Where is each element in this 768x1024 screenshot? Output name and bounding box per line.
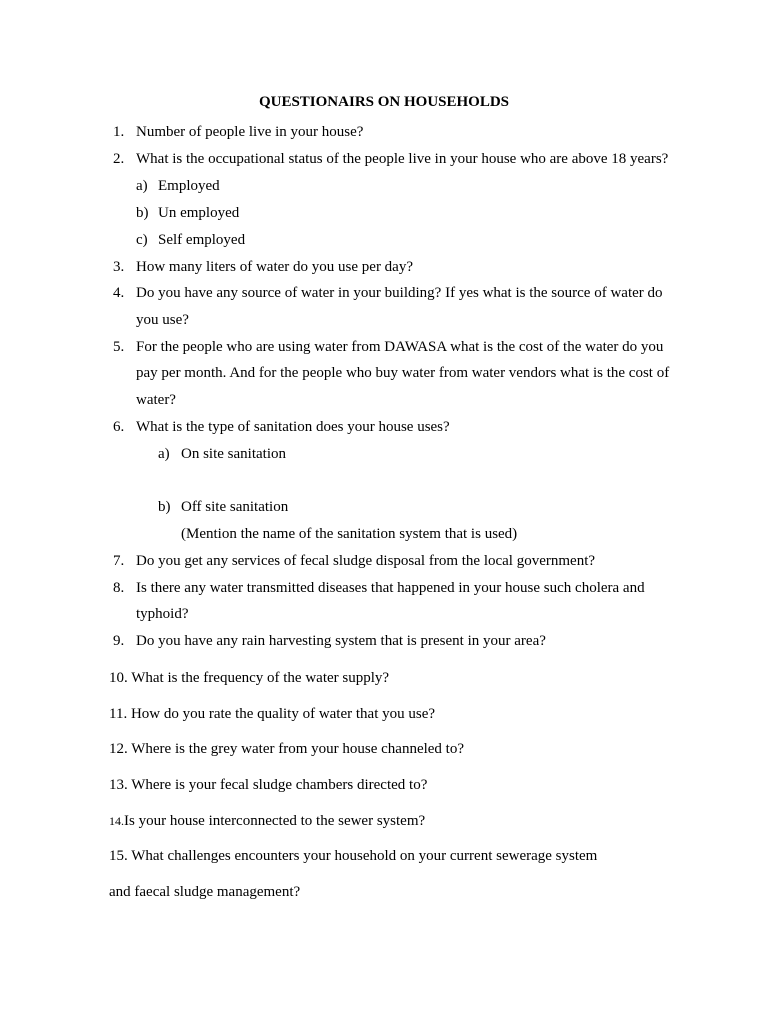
- q14-line: [109, 812, 425, 830]
- q14-number: 14.: [109, 814, 124, 828]
- q1-text: Number of people live in your house?: [136, 124, 364, 140]
- q6-text: What is the type of sanitation does your house uses?: [136, 419, 450, 435]
- q7-text: Do you get any services of fecal sludge disposal from the local government?: [136, 553, 596, 569]
- q2-option-c-letter: c): [136, 232, 148, 248]
- q8-number: 8.: [113, 580, 125, 596]
- q2-option-a-text: Employed: [158, 178, 220, 194]
- q4-number: 4.: [113, 285, 125, 301]
- q5-text-line2: pay per month. And for the people who buy water from water vendors what is the cost of: [136, 365, 670, 381]
- q2-option-a-letter: a): [136, 178, 148, 194]
- q9-number: 9.: [113, 633, 125, 649]
- q2-option-b-text: Un employed: [158, 205, 240, 221]
- q5-text-line3: water?: [136, 392, 176, 408]
- q7-number: 7.: [113, 553, 125, 569]
- q4-text-line1: Do you have any source of water in your building? If yes what is the source of water do: [136, 285, 663, 301]
- q2-text: What is the occupational status of the people live in your house who are above 18 years?: [136, 151, 669, 167]
- q2-option-c-text: Self employed: [158, 232, 246, 248]
- q6-option-b-text: Off site sanitation: [181, 499, 289, 515]
- q1-number: 1.: [113, 124, 125, 140]
- q15-text-line1: 15. What challenges encounters your household on your current sewerage system: [109, 848, 598, 864]
- q6-option-b-letter: b): [158, 499, 171, 515]
- q13-text: 13. Where is your fecal sludge chambers directed to?: [109, 777, 428, 793]
- q2-option-b-letter: b): [136, 205, 149, 221]
- q3-text: How many liters of water do you use per day?: [136, 259, 414, 275]
- q10-text: 10. What is the frequency of the water supply?: [109, 670, 390, 686]
- document-title: QUESTIONAIRS ON HOUSEHOLDS: [258, 94, 510, 110]
- q14-text: Is your house interconnected to the sewer system?: [124, 813, 426, 829]
- q8-text-line1: Is there any water transmitted diseases that happened in your house such cholera and: [136, 580, 645, 596]
- q2-number: 2.: [113, 151, 125, 167]
- q6-option-a-text: On site sanitation: [181, 446, 286, 462]
- q4-text-line2: you use?: [136, 312, 189, 328]
- q15-text-line2: and faecal sludge management?: [109, 884, 301, 900]
- q5-text-line1: For the people who are using water from DAWASA what is the cost of the water do you: [136, 339, 664, 355]
- q6-note: (Mention the name of the sanitation system that is used): [181, 526, 518, 542]
- q6-option-a-letter: a): [158, 446, 170, 462]
- q6-number: 6.: [113, 419, 125, 435]
- q5-number: 5.: [113, 339, 125, 355]
- q8-text-line2: typhoid?: [136, 606, 189, 622]
- q3-number: 3.: [113, 259, 125, 275]
- q12-text: 12. Where is the grey water from your house channeled to?: [109, 741, 465, 757]
- q9-text: Do you have any rain harvesting system that is present in your area?: [136, 633, 546, 649]
- q11-text: 11. How do you rate the quality of water that you use?: [109, 706, 436, 722]
